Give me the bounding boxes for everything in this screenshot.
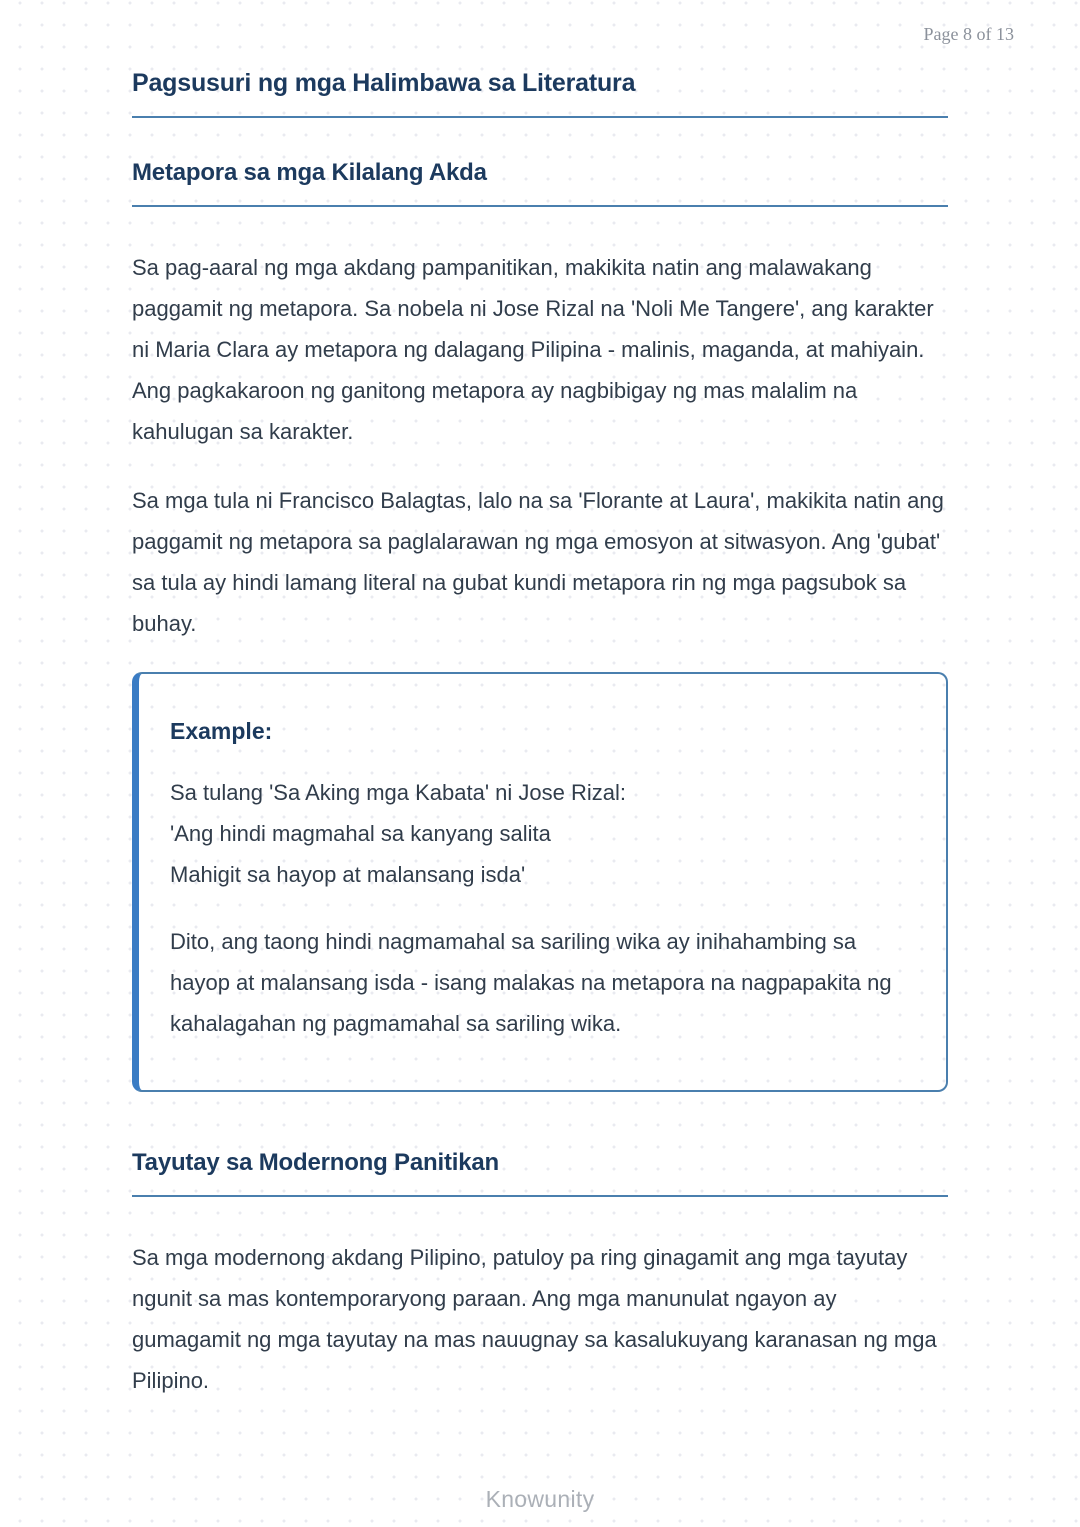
page-content [132, 68, 948, 1401]
poem-intro-line: Sa tulang 'Sa Aking mga Kabata' ni Jose Rizal: [170, 779, 627, 805]
example-box [132, 672, 948, 1092]
page-number: Page 8 of 13 [923, 24, 1014, 44]
poem-line-2: Mahigit sa hayop at malansang isda' [170, 861, 526, 887]
poem-quote [170, 772, 906, 895]
footer-brand: Knowunity [485, 1486, 595, 1512]
paragraph-tayutay-1: Sa mga modernong akdang Pilipino, patuloy pa ring ginagamit ang mga tayutay ngunit sa mas kontemporaryong paraan. Ang mga manunulat ngayon ay gumagamit ng mga tayutay na mas nauugnay sa kasalukuyang karanasan ng mga Pilipino. [132, 1244, 937, 1393]
example-box-title: Example: [170, 718, 273, 745]
section-title: Pagsusuri ng mga Halimbawa sa Literatura [132, 68, 948, 118]
poem-line-1: 'Ang hindi magmahal sa kanyang salita [170, 820, 551, 846]
paragraph-metapora-1: Sa pag-aaral ng mga akdang pampanitikan, makikita natin ang malawakang paggamit ng metapora. Sa nobela ni Jose Rizal na 'Noli Me Tangere', ang karakter ni Maria Clara ay metapora ng dalagang Pilipina - malinis, maganda, at mahiyain. Ang pagkakaroon ng ganitong metapora ay nagbibigay ng mas malalim na kahulugan sa karakter. [132, 255, 934, 445]
subsection-title-tayutay: Tayutay sa Modernong Panitikan [132, 1148, 948, 1197]
paragraph-metapora-2: Sa mga tula ni Francisco Balagtas, lalo na sa 'Florante at Laura', makikita natin ang paggamit ng metapora sa paglalarawan ng mga emosyon at sitwasyon. Ang 'gubat' sa tula ay hindi lamang literal na gubat kundi metapora rin ng mga pagsubok sa buhay. [132, 488, 944, 637]
subsection-title-metapora: Metapora sa mga Kilalang Akda [132, 158, 948, 207]
example-explanation: Dito, ang taong hindi nagmamahal sa sariling wika ay inihahambing sa hayop at malansang isda - isang malakas na metapora na nagpapakita ng kahalagahan ng pagmamahal sa sariling wika. [170, 928, 892, 1036]
